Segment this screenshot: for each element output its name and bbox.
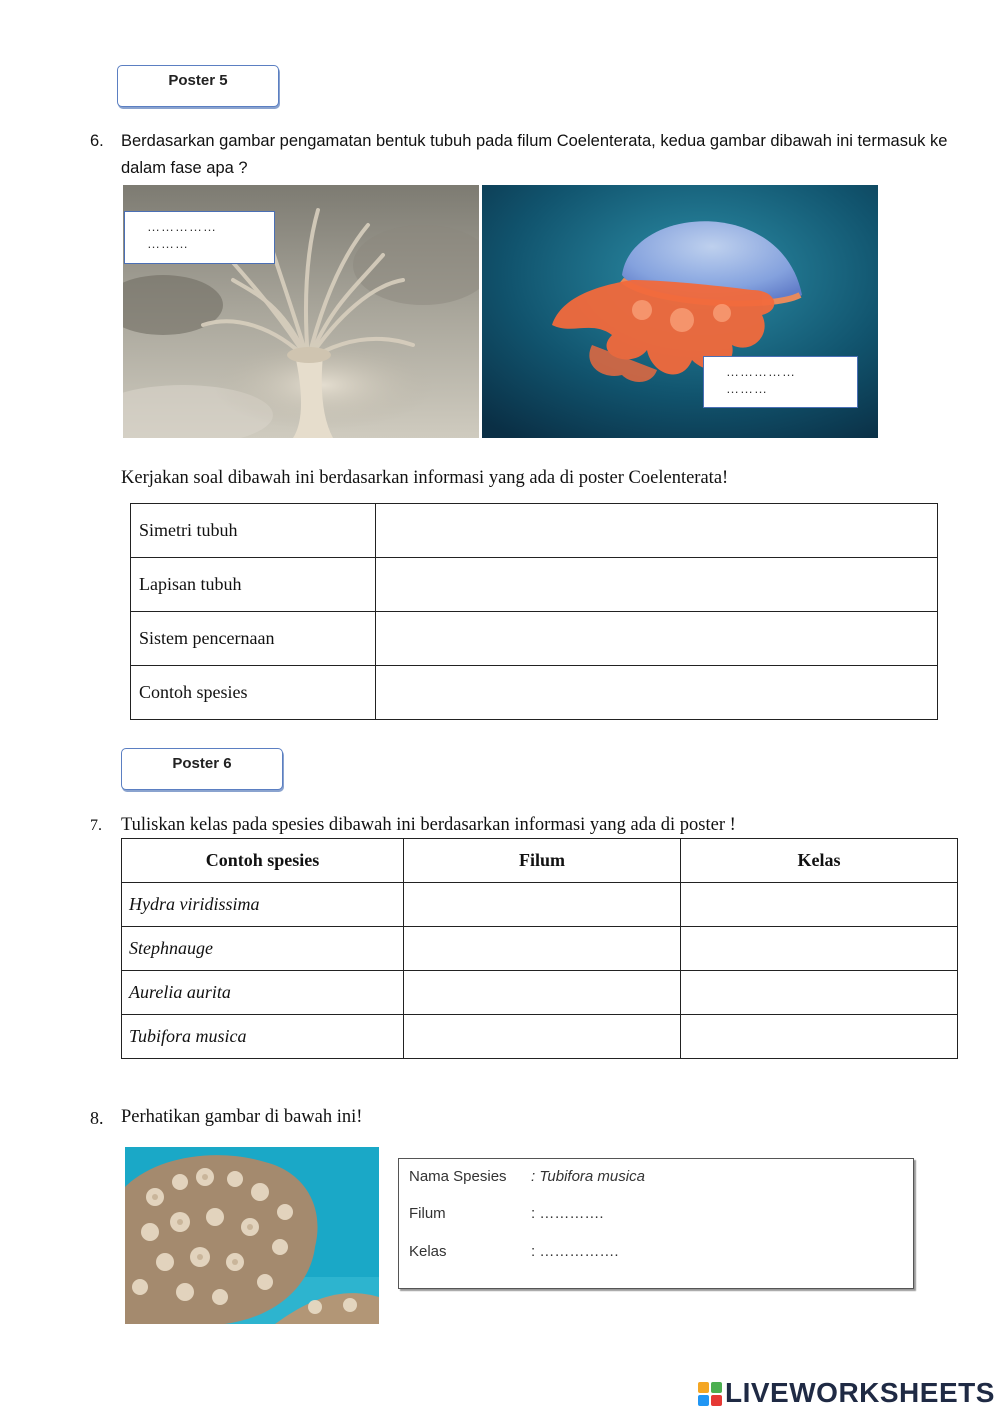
filum-answer-cell[interactable] <box>404 971 681 1015</box>
polyp-label-line-1: …………… <box>147 219 217 234</box>
kelas-answer-cell[interactable] <box>681 883 958 927</box>
filum-answer-cell[interactable] <box>404 883 681 927</box>
table-row <box>131 558 938 612</box>
kelas-answer-cell[interactable] <box>681 927 958 971</box>
liveworksheets-logo[interactable]: LIVEWORKSHEETS <box>725 1377 995 1408</box>
kelas-answer-cell[interactable] <box>681 971 958 1015</box>
header-filum: Filum <box>404 839 681 883</box>
question-7-text: Tuliskan kelas pada spesies dibawah ini berdasarkan informasi yang ada di poster ! <box>121 815 736 835</box>
polyp-label-line-2: ……… <box>147 236 189 251</box>
liveworksheets-logo-icon <box>698 1382 722 1406</box>
question-8-text: Perhatikan gambar di bawah ini! <box>121 1107 363 1127</box>
question-6-number: 6. <box>90 132 104 150</box>
nama-spesies-label: Nama Spesies <box>409 1168 507 1185</box>
header-kelas: Kelas <box>681 839 958 883</box>
species-name: Aurelia aurita <box>122 971 404 1015</box>
medusa-phase-answer-box[interactable] <box>703 356 858 408</box>
table-row <box>122 883 958 927</box>
question-7-number: 7. <box>90 817 102 834</box>
kelas-label: Kelas <box>409 1243 447 1260</box>
filum-label: Filum <box>409 1205 446 1222</box>
table-row <box>131 666 938 720</box>
poster-5-label: Poster 5 <box>117 65 279 107</box>
medusa-label-line-1: …………… <box>726 364 796 379</box>
species-name: Tubifora musica <box>122 1015 404 1059</box>
table-row <box>122 927 958 971</box>
table-row <box>122 971 958 1015</box>
table-row <box>131 612 938 666</box>
question-8-number: 8. <box>90 1108 104 1128</box>
filum-answer[interactable]: : …………. <box>531 1205 604 1222</box>
answer-cell[interactable] <box>376 504 938 558</box>
filum-answer-cell[interactable] <box>404 1015 681 1059</box>
kelas-answer-cell[interactable] <box>681 1015 958 1059</box>
kelas-answer[interactable]: : ……………. <box>531 1243 619 1260</box>
medusa-label-line-2: ……… <box>726 381 768 396</box>
row-label: Contoh spesies <box>131 666 376 720</box>
answer-cell[interactable] <box>376 612 938 666</box>
answer-cell[interactable] <box>376 558 938 612</box>
row-label: Lapisan tubuh <box>131 558 376 612</box>
species-info-box <box>398 1158 914 1289</box>
coelenterata-characteristics-table <box>130 503 938 720</box>
table-header-row <box>122 839 958 883</box>
table-row <box>131 504 938 558</box>
poster-6-label: Poster 6 <box>121 748 283 790</box>
answer-cell[interactable] <box>376 666 938 720</box>
row-label: Sistem pencernaan <box>131 612 376 666</box>
question-6-text: Berdasarkan gambar pengamatan bentuk tubuh pada filum Coelenterata, kedua gambar dibawah ini termasuk ke dalam fase apa ? <box>121 132 948 177</box>
row-label: Simetri tubuh <box>131 504 376 558</box>
species-name: Stephnauge <box>122 927 404 971</box>
filum-answer-cell[interactable] <box>404 927 681 971</box>
polyp-phase-answer-box[interactable] <box>124 211 275 264</box>
table-row <box>122 1015 958 1059</box>
coral-photo <box>125 1147 379 1324</box>
species-class-table <box>121 838 958 1059</box>
nama-spesies-value: : Tubifora musica <box>531 1168 645 1185</box>
species-name: Hydra viridissima <box>122 883 404 927</box>
header-species: Contoh spesies <box>122 839 404 883</box>
coelenterata-instruction: Kerjakan soal dibawah ini berdasarkan informasi yang ada di poster Coelenterata! <box>121 468 729 488</box>
